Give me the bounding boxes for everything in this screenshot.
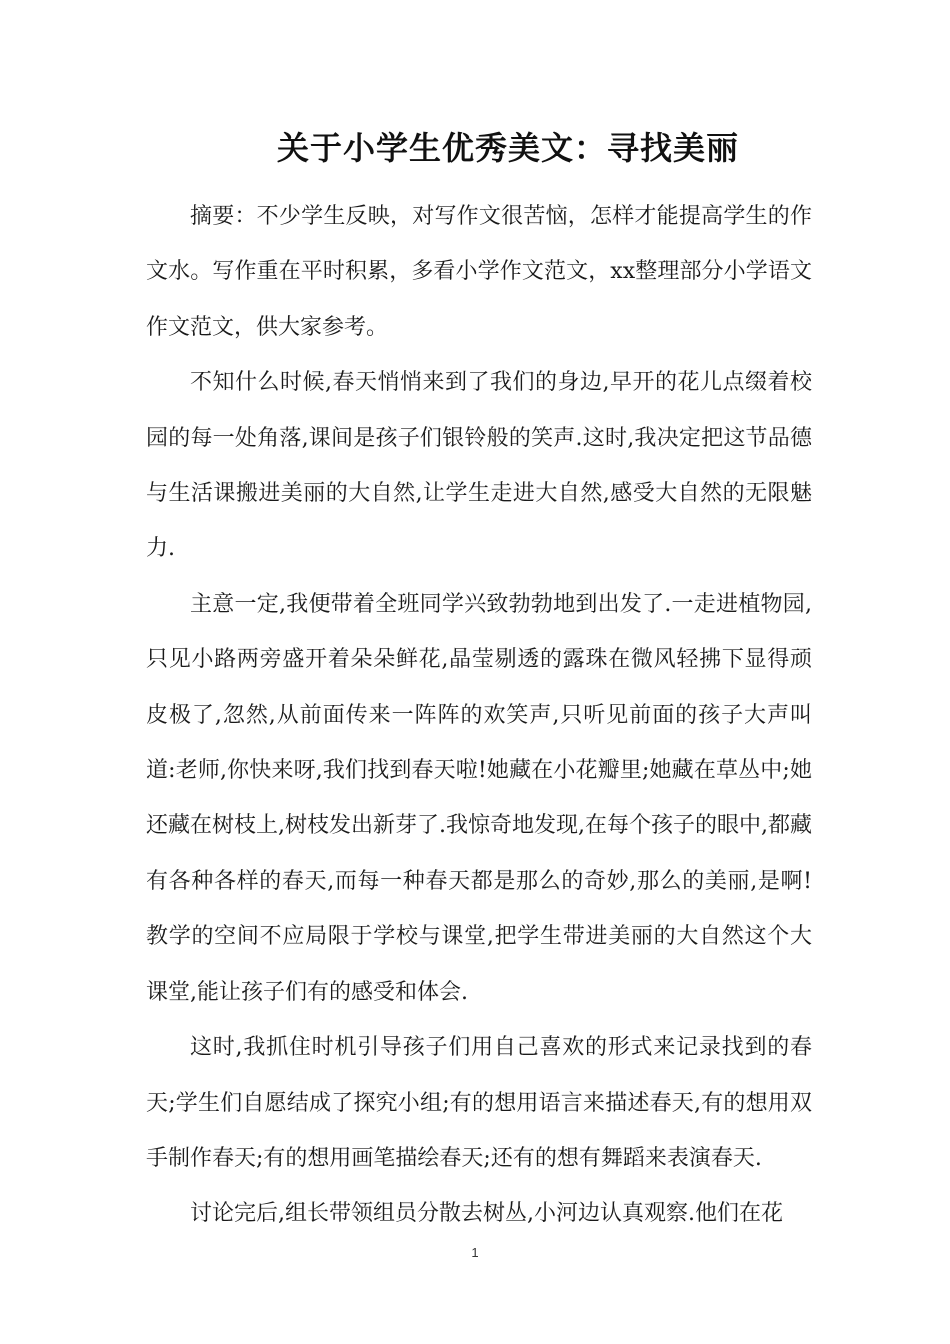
document-body bbox=[146, 189, 812, 1242]
paragraph: 不知什么时候,春天悄悄来到了我们的身边,早开的花儿点缀着校园的每一处角落,课间是孩子们银铃般的笑声.这时,我决定把这节品德与生活课搬进美丽的大自然,让学生走进大自然,感受大自然的无限魅力. bbox=[146, 370, 812, 562]
paragraph-abstract: 摘要：不少学生反映，对写作文很苦恼，怎样才能提高学生的作文水。写作重在平时积累，多看小学作文范文，xx整理部分小学语文作文范文，供大家参考。 bbox=[146, 204, 812, 340]
page-number: 1 bbox=[471, 1245, 479, 1260]
paragraph: 主意一定,我便带着全班同学兴致勃勃地到出发了.一走进植物园,只见小路两旁盛开着朵朵鲜花,晶莹剔透的露珠在微风轻拂下显得顽皮极了,忽然,从前面传来一阵阵的欢笑声,只听见前面的孩子大声叫道:老师,你快来呀,我们找到春天啦!她藏在小花瓣里;她藏在草丛中;她还藏在树枝上,树枝发出新芽了.我惊奇地发现,在每个孩子的眼中,都藏有各种各样的春天,而每一种春天都是那么的奇妙,那么的美丽,是啊!教学的空间不应局限于学校与课堂,把学生带进美丽的大自然这个大课堂,能让孩子们有的感受和体会. bbox=[146, 591, 812, 1005]
paragraph: 讨论完后,组长带领组员分散去树丛,小河边认真观察.他们在花 bbox=[190, 1201, 783, 1227]
paragraph: 这时,我抓住时机引导孩子们用自己喜欢的形式来记录找到的春天;学生们自愿结成了探究小组;有的想用语言来描述春天,有的想用双手制作春天;有的想用画笔描绘春天;还有的想有舞蹈来表演春天. bbox=[146, 1035, 812, 1171]
document-title: 关于小学生优秀美文：寻找美丽 bbox=[276, 129, 739, 167]
